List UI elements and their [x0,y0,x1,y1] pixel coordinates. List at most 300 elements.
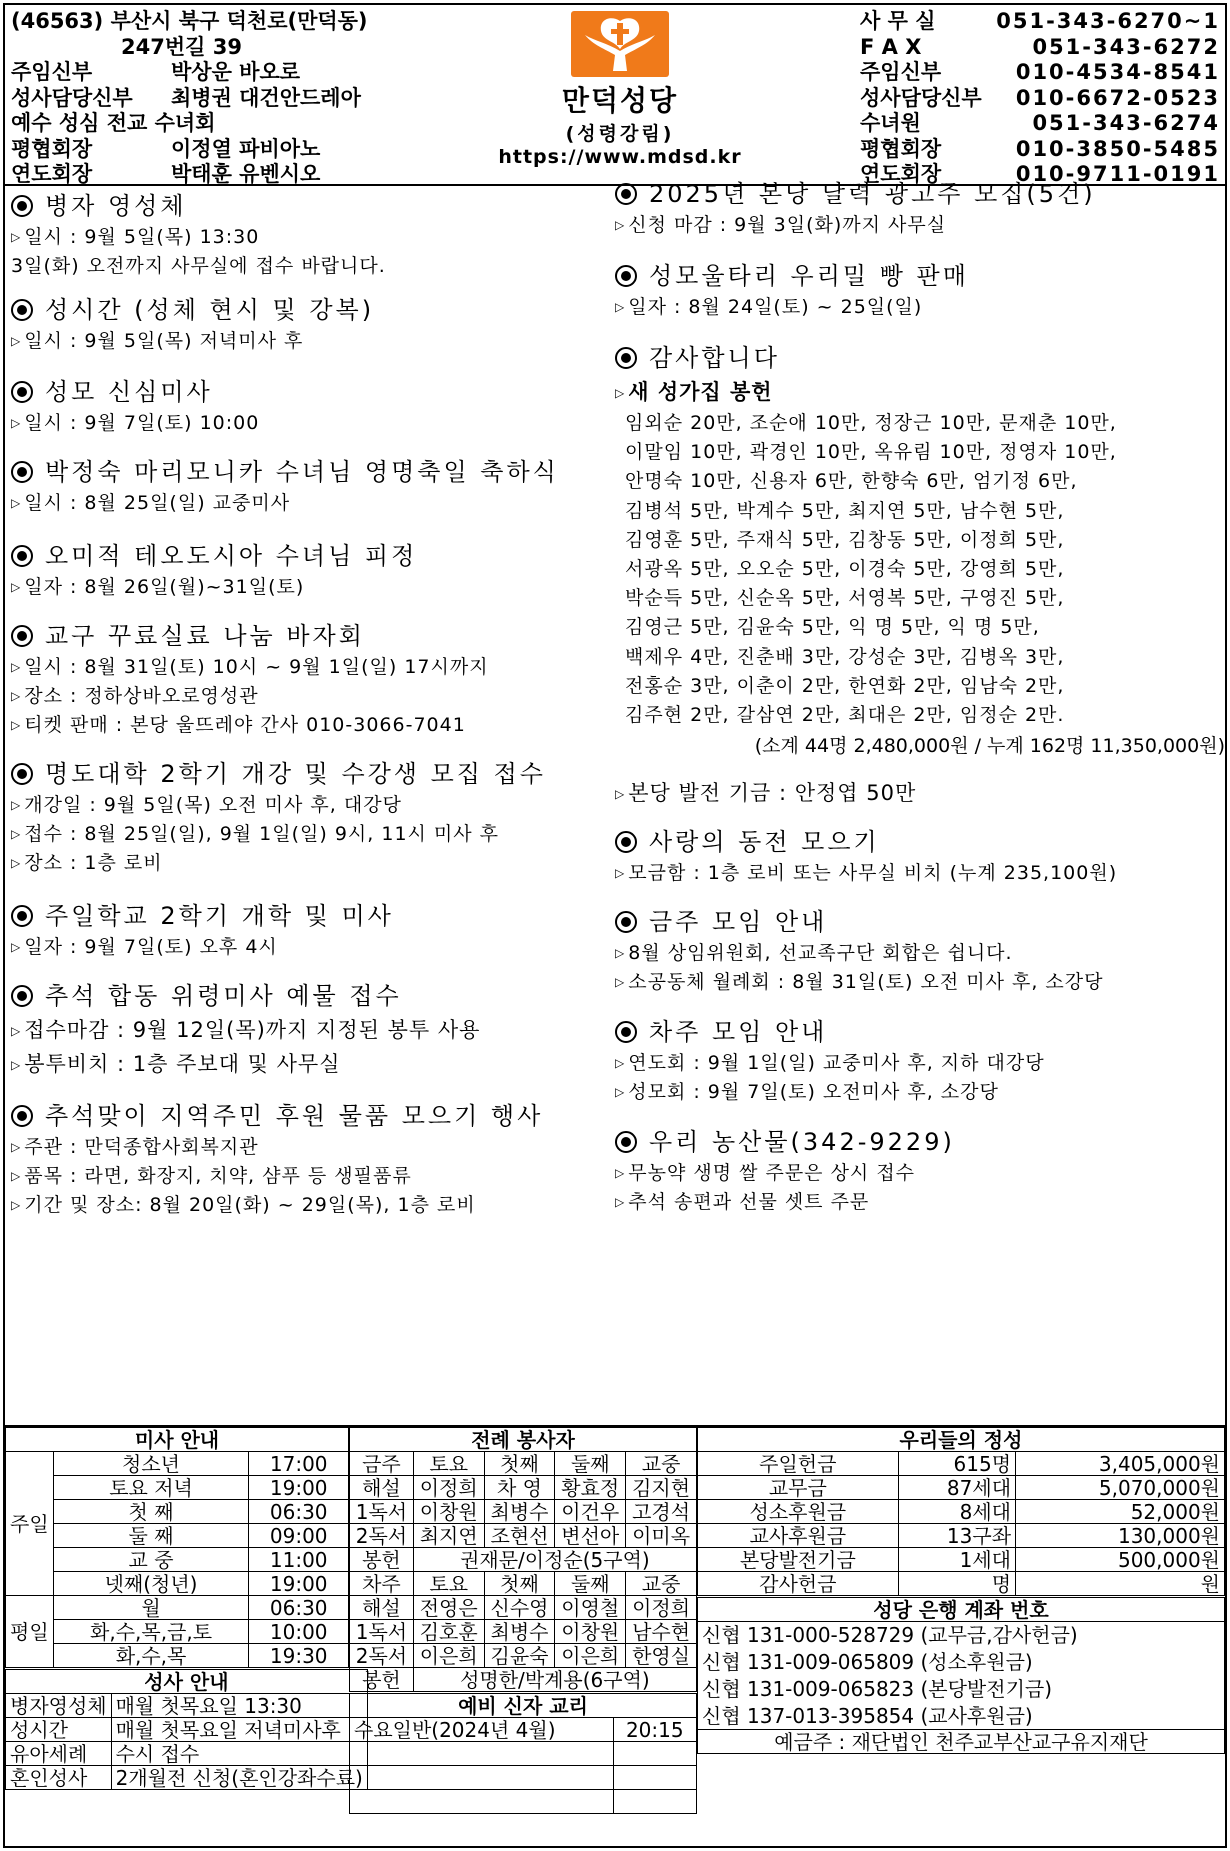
mass-name: 월 [53,1596,249,1620]
contact-number: 051-343-6274 [1032,111,1220,135]
table-row [350,1428,697,1452]
offertory-label: 봉헌 [350,1668,414,1692]
announcement-section [615,905,1225,997]
mass-name: 교 중 [53,1548,249,1572]
announcement-text: 소공동체 월례회 : 8월 31일(토) 오전 미사 후, 소강당 [628,971,1104,993]
catechumen-class: 수요일반(2024년 4월) [350,1718,614,1742]
table-row [698,1572,1225,1596]
empty-cell [613,1790,696,1814]
donor-line: 임외순 20만, 조순애 10만, 정장근 10만, 문재춘 10만, [625,412,1117,434]
mass-time: 19:00 [249,1476,349,1500]
section-title [615,825,1225,859]
announcement-line [615,1159,1225,1188]
offering-name: 주일헌금 [698,1452,899,1476]
liturgy-cell: 한영실 [626,1644,697,1668]
mass-time: 06:30 [249,1596,349,1620]
section-title [615,905,1225,939]
announcement-text: 본당 발전 기금 : 안정엽 50만 [628,781,917,806]
sacrament-detail: 2개월전 신청(혼인강좌수료) [111,1766,367,1790]
donor-line: 서광옥 5만, 오오순 5만, 이경숙 5만, 강영희 5만, [625,557,1065,580]
section-title-text: 성시간 (성체 현시 및 강복) [45,296,375,324]
announcement-line [615,293,1225,322]
section-title [615,341,1225,375]
table-row [350,1644,697,1668]
sacrament-title: 성사 안내 [6,1670,368,1694]
mass-title: 미사 안내 [6,1428,349,1452]
liturgy-head: 교중 [626,1452,697,1476]
section-title-text: 병자 영성체 [45,192,187,220]
section-title-text: 주일학교 2학기 개학 및 미사 [45,902,394,930]
table-row [6,1644,349,1668]
mass-time: 06:30 [249,1500,349,1524]
triangle-bullet-icon: ▷ [615,1195,626,1209]
triangle-bullet-icon: ▷ [11,689,22,703]
contact-number: 010-3850-5485 [1015,136,1220,161]
liturgy-servers-table [349,1427,697,1692]
bank-account: 신협 137-013-395854 (교사후원금) [698,1703,1225,1730]
section-title [615,259,1225,293]
announcement-line [615,859,1225,888]
section-title [11,1099,611,1133]
table-row [698,1676,1225,1703]
section-title-text: 사랑의 동전 모으기 [649,828,880,856]
empty-cell [350,1766,614,1790]
liturgy-cell: 조현선 [484,1524,555,1548]
announcement-text: 추석 송편과 선물 셋트 주문 [628,1191,870,1213]
contact-label: 사 무 실 [860,9,936,33]
header-info-row [11,162,481,188]
offering-title: 우리들의 정성 [698,1428,1225,1452]
offering-name: 본당발전기금 [698,1548,899,1572]
section-title [11,455,611,489]
donor-line: 김주현 2만, 갈삼연 2만, 최대은 2만, 임정순 2만. [625,703,1065,726]
sacrament-detail: 수시 접수 [111,1742,367,1766]
liturgy-head: 토요 [413,1452,484,1476]
table-row [698,1598,1225,1622]
church-info-left [11,9,481,188]
bank-account: 신협 131-000-528729 (교무금,감사헌금) [698,1622,1225,1649]
mass-time: 10:00 [249,1620,349,1644]
table-row [350,1500,697,1524]
liturgy-cell: 남수현 [626,1620,697,1644]
liturgy-head: 차주 [350,1572,414,1596]
liturgy-cell: 이영철 [555,1596,626,1620]
triangle-bullet-icon: ▷ [615,866,626,880]
liturgy-cell: 이정희 [413,1476,484,1500]
header-info-value: 최병권 대건안드레아 [171,85,361,110]
table-row [350,1742,697,1766]
liturgy-title: 전례 봉사자 [350,1428,697,1452]
section-bullet-icon [615,911,637,933]
liturgy-cell: 이미옥 [626,1524,697,1548]
contact-number: 051-343-6270~1 [996,9,1220,33]
offering-count: 13구좌 [898,1524,1015,1548]
announcement-line [615,1049,1225,1078]
section-bullet-icon [11,461,33,483]
announcement-line [615,1078,1225,1107]
bulletin-page [3,3,1227,1848]
section-title [615,1015,1225,1049]
announcement-line [11,682,611,711]
liturgy-head: 첫째 [484,1572,555,1596]
sunday-label: 주일 [6,1452,54,1596]
bulletin-header [5,5,1225,186]
sacrament-detail: 매월 첫목요일 13:30 [111,1694,367,1718]
triangle-bullet-icon: ▷ [11,416,22,430]
liturgy-cell: 김지현 [626,1476,697,1500]
donor-line: 백제우 4만, 진춘배 3만, 강성순 3만, 김병옥 3만, [625,645,1065,668]
church-url[interactable]: https://www.mdsd.kr [498,146,742,168]
triangle-bullet-icon: ▷ [11,856,22,870]
liturgy-cell: 이은희 [413,1644,484,1668]
section-bullet-icon [615,831,637,853]
table-row [350,1790,697,1814]
liturgy-cell: 김호훈 [413,1620,484,1644]
announcement-line [615,776,1225,810]
table-row [698,1649,1225,1676]
liturgy-cell: 전영은 [413,1596,484,1620]
triangle-bullet-icon: ▷ [615,1166,626,1180]
announcement-text: 개강일 : 9월 5일(목) 오전 미사 후, 대강당 [24,794,402,816]
triangle-bullet-icon: ▷ [11,1169,22,1183]
table-row [6,1428,349,1452]
liturgy-cell: 최병수 [484,1500,555,1524]
triangle-bullet-icon: ▷ [615,787,626,802]
section-title [11,757,611,791]
liturgy-cell: 고경석 [626,1500,697,1524]
section-title-text: 오미적 테오도시아 수녀님 피정 [45,542,418,570]
liturgy-head: 교중 [626,1572,697,1596]
liturgy-cell: 해설 [350,1596,414,1620]
donor-line: 전홍순 3만, 이춘이 2만, 한연화 2만, 임남숙 2만, [625,674,1065,697]
triangle-bullet-icon: ▷ [615,386,626,400]
announcement-section [11,1099,611,1220]
donor-line: 안명숙 10만, 신용자 6만, 한향숙 6만, 엄기정 6만, [625,470,1078,493]
triangle-bullet-icon: ▷ [11,496,22,510]
contact-label: F A X [860,34,922,59]
announcement-text: 일시 : 8월 25일(일) 교중미사 [24,492,291,514]
table-row [6,1524,349,1548]
section-title [615,1125,1225,1159]
mass-name: 둘 째 [53,1524,249,1548]
triangle-bullet-icon: ▷ [11,718,22,732]
announcement-text: 접수 : 8월 25일(일), 9월 1일(일) 9시, 11시 미사 후 [24,823,500,845]
table-row [350,1548,697,1572]
header-contact-row [860,111,1220,137]
announcement-text: 모금함 : 1층 로비 또는 사무실 비치 (누계 235,100원) [628,862,1118,884]
header-info-row [11,9,481,35]
liturgy-cell: 2독서 [350,1644,414,1668]
mass-time: 17:00 [249,1452,349,1476]
header-info-label: 성사담당신부 [11,85,133,110]
table-row [6,1476,349,1500]
table-row [6,1500,349,1524]
contact-number: 010-9711-0191 [1015,162,1220,186]
announcement-section [615,259,1225,322]
announcement-text: 연도회 : 9월 1일(일) 교중미사 후, 지하 대강당 [628,1052,1045,1074]
section-bullet-icon [11,299,33,321]
header-contact-row [860,86,1220,112]
announcement-section [11,979,611,1081]
triangle-bullet-icon: ▷ [11,230,22,244]
table-row [698,1500,1225,1524]
sacrament-table [5,1669,368,1790]
liturgy-cell: 1독서 [350,1500,414,1524]
table-row [698,1622,1225,1649]
announcement-text: 품목 : 라면, 화장지, 치약, 샴푸 등 생필품류 [24,1165,412,1187]
announcement-section [11,293,611,356]
mass-time: 19:30 [249,1644,349,1668]
table-row [6,1620,349,1644]
section-title [11,375,611,409]
section-bullet-icon [11,625,33,647]
announcement-text: 봉투비치 : 1층 주보대 및 사무실 [24,1052,341,1076]
table-row [6,1548,349,1572]
table-row [350,1596,697,1620]
liturgy-cell: 이은희 [555,1644,626,1668]
section-title [11,619,611,653]
bank-title: 성당 은행 계좌 번호 [698,1598,1225,1622]
offering-amount: 3,405,000원 [1016,1452,1225,1476]
sacrament-name: 혼인성사 [6,1766,112,1790]
contact-label: 성사담당신부 [860,85,982,110]
bank-holder: 예금주 : 재단법인 천주교부산교구유지재단 [698,1730,1225,1754]
donor-line: 김영근 5만, 김윤숙 5만, 익 명 5만, 익 명 5만, [625,616,1040,639]
sacrament-name: 병자영성체 [6,1694,112,1718]
announcement-line [11,489,611,518]
thanks-section [615,341,1225,810]
offering-amount: 52,000원 [1016,1500,1225,1524]
announcement-text: 무농약 생명 쌀 주문은 상시 접수 [628,1162,916,1184]
announcement-section [11,539,611,602]
announcement-text: 성모회 : 9월 7일(토) 오전미사 후, 소강당 [628,1081,999,1103]
triangle-bullet-icon: ▷ [11,1058,22,1072]
contact-label: 수녀원 [860,111,921,135]
header-contact-row [860,60,1220,86]
section-title [11,189,611,223]
table-row [6,1766,368,1790]
announcement-line [11,1191,611,1220]
header-info-value: 박상운 바오로 [171,60,301,84]
header-info-text: 예수 성심 전교 수녀회 [11,111,216,135]
table-row [350,1718,697,1742]
announcement-line [11,849,611,878]
triangle-bullet-icon: ▷ [11,580,22,594]
liturgy-cell: 신수영 [484,1596,555,1620]
triangle-bullet-icon: ▷ [11,660,22,674]
table-row [6,1742,368,1766]
section-title-text: 금주 모임 안내 [649,908,828,936]
announcement-section [11,899,611,962]
announcement-section [11,189,611,281]
announcement-section [11,455,611,518]
liturgy-cell: 최지연 [413,1524,484,1548]
header-info-text: 247번길 39 [121,34,242,59]
offering-amount: 130,000원 [1016,1524,1225,1548]
header-info-row [11,111,481,137]
announcement-text: 3일(화) 오전까지 사무실에 접수 바랍니다. [11,255,386,277]
bottom-tables [5,1425,1225,1850]
section-bullet-icon [615,265,637,287]
announcement-line [11,327,611,356]
triangle-bullet-icon: ▷ [615,218,626,232]
announcement-text: 일시 : 9월 5일(목) 13:30 [24,226,260,248]
triangle-bullet-icon: ▷ [615,300,626,314]
liturgy-cell: 황효정 [555,1476,626,1500]
liturgy-cell: 변선아 [555,1524,626,1548]
table-row [350,1620,697,1644]
section-title-text: 우리 농산물(342-9229) [649,1128,955,1156]
bank-account: 신협 131-009-065823 (본당발전기금) [698,1676,1225,1703]
contact-number: 010-4534-8541 [1015,60,1220,84]
table-row [698,1548,1225,1572]
announcement-line [11,573,611,602]
donor-line: 김영훈 5만, 주재식 5만, 김창동 5만, 이정희 5만, [625,528,1065,551]
announcement-line [11,1013,611,1047]
announcement-line [11,252,611,281]
contact-label: 평협회장 [860,136,942,161]
header-info-row [11,35,481,61]
announcement-line [615,939,1225,968]
liturgy-cell: 이정희 [626,1596,697,1620]
contact-number: 051-343-6272 [1032,34,1220,59]
mass-name: 화,수,목 [53,1644,249,1668]
liturgy-cell: 김윤숙 [484,1644,555,1668]
church-name: 만덕성당 [561,84,679,117]
offering-name: 성소후원금 [698,1500,899,1524]
table-row [6,1694,368,1718]
church-logo-icon [571,11,669,77]
header-info-label: 평협회장 [11,136,93,161]
announcement-text: 주관 : 만덕종합사회복지관 [24,1136,259,1158]
header-info-text: (46563) 부산시 북구 덕천로(만덕동) [11,9,368,33]
table-row [6,1596,349,1620]
liturgy-head: 금주 [350,1452,414,1476]
mass-time: 09:00 [249,1524,349,1548]
table-row [350,1766,697,1790]
section-title [11,293,611,327]
table-row [698,1524,1225,1548]
offering-count: 명 [898,1572,1015,1596]
triangle-bullet-icon: ▷ [11,1024,22,1038]
section-title-text: 추석맞이 지역주민 후원 물품 모으기 행사 [45,1102,544,1130]
liturgy-head: 토요 [413,1572,484,1596]
offering-amount: 500,000원 [1016,1548,1225,1572]
offertory-names: 권재문/이정순(5구역) [413,1548,696,1572]
mass-time: 19:00 [249,1572,349,1596]
offering-count: 615명 [898,1452,1015,1476]
section-title-text: 차주 모임 안내 [649,1018,828,1046]
contact-label: 연도회장 [860,162,942,186]
donor-line: 김병석 5만, 박계수 5만, 최지연 5만, 남수현 5만, [625,499,1065,522]
announcement-section [615,825,1225,888]
liturgy-head: 둘째 [555,1572,626,1596]
church-contact-right [860,9,1220,188]
section-title-text: 명도대학 2학기 개강 및 수강생 모집 접수 [45,760,546,788]
header-info-label: 연도회장 [11,162,93,186]
weekday-label: 평일 [6,1596,54,1668]
offering-name: 감사헌금 [698,1572,899,1596]
table-row [698,1703,1225,1730]
table-row [350,1524,697,1548]
announcement-line [11,1047,611,1081]
announcement-text: 일시 : 9월 5일(목) 저녁미사 후 [24,330,304,352]
liturgy-cell: 해설 [350,1476,414,1500]
announcement-section [11,757,611,878]
announcement-text: 신청 마감 : 9월 3일(화)까지 사무실 [628,214,947,236]
announcement-line [11,223,611,252]
header-info-value: 이정열 파비아노 [171,136,321,161]
mass-name: 넷째(청년) [53,1572,249,1596]
offering-name: 교사후원금 [698,1524,899,1548]
offering-table [697,1427,1225,1596]
triangle-bullet-icon: ▷ [615,975,626,989]
mass-time: 11:00 [249,1548,349,1572]
table-row [698,1452,1225,1476]
section-title-text: 2025년 본당 달력 광고주 모집(5건) [649,180,1096,208]
announcement-section [615,1015,1225,1107]
section-title-text: 감사합니다 [649,344,780,372]
offering-count: 87세대 [898,1476,1015,1500]
empty-cell [350,1742,614,1766]
table-row [698,1730,1225,1754]
announcement-text: 일시 : 9월 7일(토) 10:00 [24,412,260,434]
announcement-line [11,409,611,438]
section-title [11,539,611,573]
offering-amount: 원 [1016,1572,1225,1596]
announcement-text: 8월 상임위원회, 선교족구단 회합은 쉽니다. [628,942,1013,964]
table-row [6,1452,349,1476]
section-bullet-icon [615,183,637,205]
announcement-text: 일자 : 8월 24일(토) ~ 25일(일) [628,296,923,318]
catechumen-table [349,1693,697,1814]
announcement-text: 접수마감 : 9월 12일(목)까지 지정된 봉투 사용 [24,1018,481,1042]
table-row [6,1718,368,1742]
announcement-section [615,1125,1225,1217]
section-bullet-icon [11,381,33,403]
triangle-bullet-icon: ▷ [615,1085,626,1099]
announcement-text: 장소 : 1층 로비 [24,852,163,874]
contact-number: 010-6672-0523 [1015,85,1220,110]
sacrament-name: 성시간 [6,1718,112,1742]
section-bullet-icon [615,1131,637,1153]
announcement-text: 일자 : 9월 7일(토) 오후 4시 [24,936,278,958]
catechumen-time: 20:15 [613,1718,696,1742]
donation-summary: (소계 44명 2,480,000원 / 누계 162명 11,350,000원) [754,735,1225,758]
empty-cell [350,1790,614,1814]
table-row [698,1476,1225,1500]
section-bullet-icon [11,1105,33,1127]
liturgy-cell: 차 영 [484,1476,555,1500]
donor-line: 이말임 10만, 곽경인 10만, 옥유림 10만, 정영자 10만, [625,441,1117,464]
liturgy-cell: 1독서 [350,1620,414,1644]
table-row [350,1476,697,1500]
liturgy-cell: 이창원 [555,1620,626,1644]
offering-amount: 5,070,000원 [1016,1476,1225,1500]
mass-name: 토요 저녁 [53,1476,249,1500]
triangle-bullet-icon: ▷ [11,798,22,812]
liturgy-cell: 최병수 [484,1620,555,1644]
section-bullet-icon [11,905,33,927]
announcement-section [11,375,611,438]
table-row [698,1428,1225,1452]
mass-name: 첫 째 [53,1500,249,1524]
church-logo-block [475,11,765,168]
announcement-text: 일시 : 8월 31일(토) 10시 ~ 9월 1일(일) 17시까지 [24,656,489,678]
announcement-line [11,653,611,682]
mass-schedule-table [5,1427,349,1668]
section-bullet-icon [11,545,33,567]
